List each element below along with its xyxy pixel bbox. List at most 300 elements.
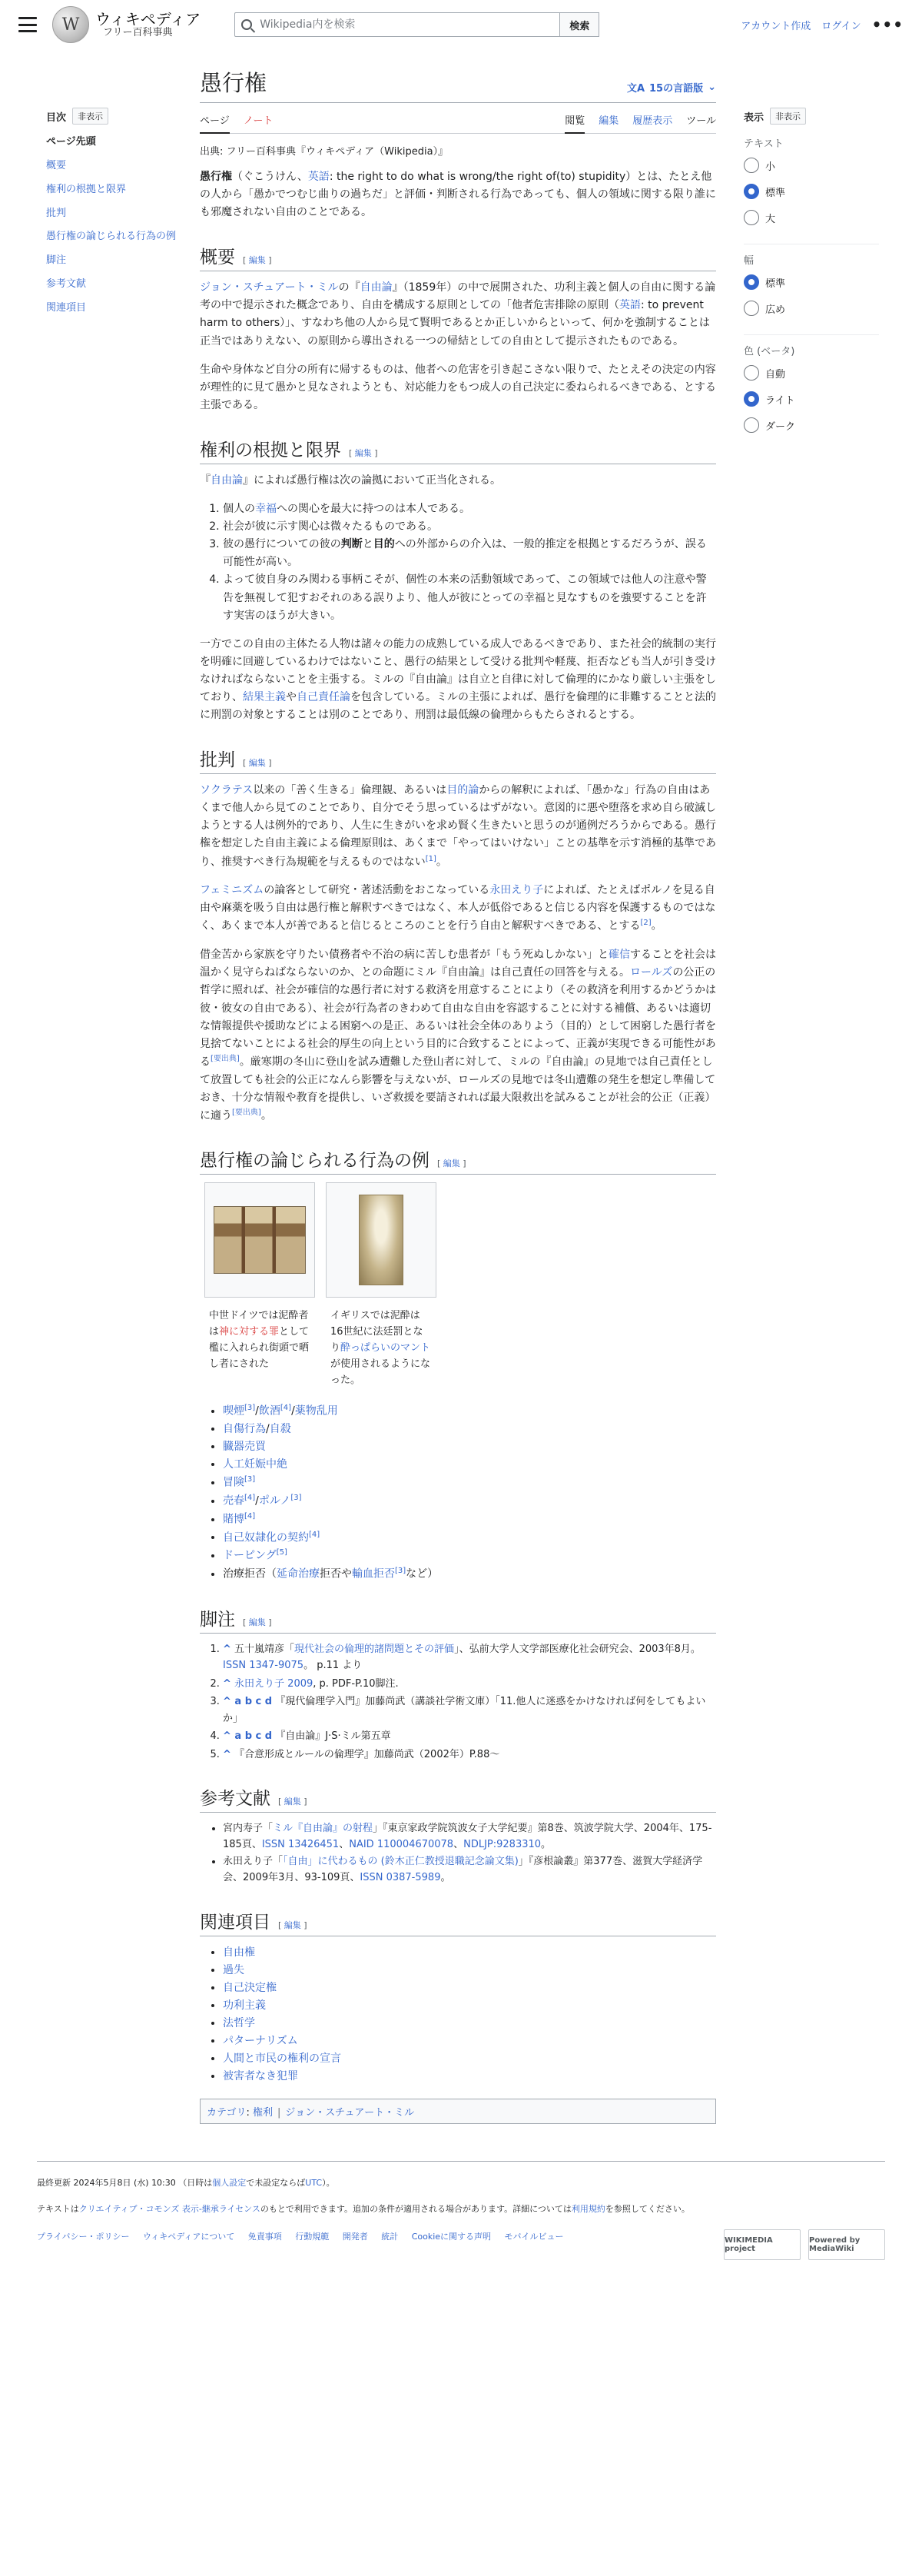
link[interactable]: 確信 [609, 949, 630, 962]
text: / [291, 1405, 295, 1418]
naid-link[interactable]: NAID 110004670078 [349, 1839, 454, 1851]
appearance-title: 表示 [744, 111, 764, 124]
toc-link[interactable]: 権利の根拠と限界 [46, 183, 127, 195]
reference-link[interactable]: [3] [395, 1567, 406, 1576]
radio-button[interactable] [744, 365, 759, 381]
toc-item-critique[interactable] [46, 207, 181, 221]
radio-label: 標準 [765, 187, 786, 199]
reference-link[interactable]: [3] [244, 1404, 256, 1413]
reference-link[interactable]: [3] [244, 1475, 256, 1484]
text: / [255, 1405, 259, 1418]
more-options-icon[interactable]: ••• [871, 15, 904, 34]
list-item [223, 1997, 716, 2015]
text: のもとで利用できます。追加の条件が適用される場合があります。詳細については [260, 2204, 572, 2215]
radio-button[interactable] [744, 301, 759, 316]
utc-link[interactable]: UTC [305, 2177, 323, 2188]
tab-read[interactable]: 閲覧 [565, 109, 585, 134]
reference-link[interactable]: [1] [425, 854, 436, 863]
link[interactable]: 人間と市民の権利の宣言 [223, 2052, 341, 2066]
gallery-caption [204, 1308, 315, 1372]
toc-header [46, 108, 181, 125]
critique-paragraph-1 [200, 782, 716, 871]
logo-subtitle: フリー百科事典 [103, 26, 173, 38]
link[interactable]: 冒険 [223, 1477, 244, 1490]
reference-link[interactable]: [3] [290, 1494, 302, 1503]
edit-section: [ 編集 ] [278, 1920, 307, 1930]
search-button[interactable]: 検索 [560, 12, 599, 37]
link[interactable]: 売春 [223, 1494, 244, 1507]
link[interactable]: ソクラテス [200, 784, 254, 797]
text: で未設定ならば [246, 2177, 306, 2188]
edit-link[interactable]: 編集 [443, 1158, 460, 1169]
footnote [223, 1747, 716, 1763]
basis-intro [200, 472, 716, 490]
list-item [223, 1944, 716, 1962]
heading-text: 関連項目 [200, 1912, 270, 1932]
preferences-link[interactable]: 個人設定 [212, 2177, 247, 2188]
list-item [223, 1962, 716, 1979]
heading-critique [200, 746, 716, 774]
text: 」、弘前大学人文学部医療化社会研究会、2003年8月。 [454, 1643, 701, 1655]
text: を包含している。ミルの主張によれば、愚行を倫理的に非難することと法的に刑罰の対象とすることは別のことであり、刑罰は最低線の倫理からもたらされるとする。 [200, 690, 716, 722]
external-link[interactable]: 現代社会の倫理的諸問題とその評価 [294, 1643, 455, 1655]
examples-list [200, 1402, 716, 1584]
text: が使用されるようになった。 [330, 1358, 431, 1386]
text: や [286, 690, 297, 703]
citation-needed[interactable]: [要出典] [232, 1108, 261, 1117]
radio-text-small[interactable] [744, 158, 879, 173]
text: 永田えり子「 [223, 1855, 284, 1867]
tab-edit[interactable]: 編集 [599, 115, 619, 127]
text: の公正の哲学に照れば、社会が確信的な愚行者に対する救済を用意することにより（その救済を利用するかどうかは彼・彼女の自由である）、社会が行為者のきわめて自由な自由を容認することに対する補償、あるいは適切な情報提供や援助などによる困窮への是正、あるいは社会全体のありよう（目的）として困窮した愚行者を見捨てないことによる社会的厚生の向上という目的に合致することによって、正義が実現できる可能性がある [200, 966, 716, 1069]
citation-needed[interactable]: [要出典] [211, 1054, 240, 1063]
reference-item [223, 1853, 716, 1886]
toc-item-top[interactable]: ページ先頭 [46, 136, 96, 148]
tab-history[interactable]: 履歴表示 [632, 115, 673, 127]
edit-link[interactable]: 編集 [248, 758, 266, 769]
toc-item-related[interactable] [46, 301, 181, 316]
radio-button[interactable] [744, 274, 759, 290]
reference-link[interactable]: [4] [309, 1530, 320, 1539]
backlink[interactable]: ^ [223, 1643, 231, 1655]
link[interactable]: フェミニズム [200, 884, 264, 897]
text: 」『彦根論叢』第377巻、滋賀大学経済学会、2009年3月、93-109頁、 [223, 1855, 703, 1884]
text: の論客として研究・著述活動をおこなっている [264, 884, 490, 897]
radio-color-light[interactable] [744, 391, 879, 407]
text: ）。 [322, 2177, 335, 2188]
tab-spacer [287, 109, 551, 133]
issn-link[interactable]: ISSN 1347-9075 [223, 1660, 304, 1672]
page-title: 愚行権 [200, 71, 267, 96]
text: 。 [651, 920, 662, 933]
list-item [223, 1474, 716, 1492]
text: 治療拒否（ [223, 1567, 277, 1581]
list-item: 2. 社会が彼に示す関心は微々たるものである。 [223, 518, 716, 536]
text: : [246, 2106, 250, 2119]
link[interactable]: 永田えり子 [489, 884, 544, 897]
ndljp-link[interactable]: NDLJP:9283310 [463, 1839, 542, 1851]
critique-paragraph-3 [200, 946, 716, 1125]
overview-paragraph-1 [200, 279, 716, 350]
link[interactable]: 結果主義 [243, 690, 286, 703]
heading-basis [200, 436, 716, 464]
radio-label: 広め [765, 304, 786, 316]
text: 。 p.11 より [303, 1660, 363, 1672]
tab-tools[interactable]: ツール [686, 115, 716, 127]
radio-button[interactable] [744, 210, 759, 225]
link[interactable]: 目的論 [446, 784, 479, 797]
text: 拒否や [320, 1567, 352, 1581]
radio-button[interactable] [744, 184, 759, 199]
footer-link[interactable]: プライバシー・ポリシー [37, 2231, 130, 2242]
link[interactable]: 自由権 [223, 1946, 255, 1959]
radio-text-large[interactable] [744, 210, 879, 225]
link[interactable]: 自由論 [360, 281, 393, 294]
text: 」『東京家政学院筑波女子大学紀要』第8巻、筑波学院大学、2004年、175-185頁、 [223, 1823, 712, 1851]
link[interactable]: ポルノ [258, 1494, 291, 1507]
page-tabs [200, 109, 716, 134]
text: 。 [436, 856, 447, 869]
toc-item-overview[interactable] [46, 159, 181, 174]
link[interactable]: 功利主義 [223, 1999, 266, 2013]
category-link[interactable]: 権利 [253, 2106, 274, 2119]
list-item [223, 536, 716, 571]
text: など） [406, 1567, 439, 1581]
toc-item-basis[interactable] [46, 183, 181, 198]
text: / [266, 1423, 270, 1436]
link[interactable]: 臓器売買 [223, 1441, 266, 1454]
footer-badges [724, 2229, 885, 2260]
edit-section: [ 編集 ] [437, 1158, 466, 1169]
toc-item-references[interactable] [46, 278, 181, 292]
toc-item-examples[interactable] [46, 230, 181, 244]
radio-color-auto[interactable] [744, 365, 879, 381]
footer-link[interactable]: モバイルビュー [504, 2231, 564, 2242]
radio-label: 大 [765, 213, 776, 225]
footer-link[interactable]: 行動規範 [295, 2231, 330, 2242]
site-logo[interactable] [95, 9, 201, 38]
appearance-header [744, 108, 879, 125]
bold: 目的 [373, 538, 395, 551]
toc-link[interactable]: 関連項目 [46, 301, 87, 314]
link[interactable]: 自己責任論 [297, 690, 350, 703]
footer-link[interactable]: ウィキペディアについて [142, 2231, 235, 2242]
text: の『 [338, 281, 360, 294]
reference-link[interactable]: [4] [280, 1404, 292, 1413]
text: への関心を最大に持つのは本人である。 [277, 503, 470, 516]
footnote [223, 1728, 716, 1744]
link[interactable]: 被害者なき犯罪 [223, 2070, 298, 2083]
list-item [223, 1529, 716, 1547]
group-title: テキスト [744, 138, 784, 150]
wikipedia-globe-logo[interactable]: W [52, 6, 89, 43]
radio-label: ダーク [765, 420, 796, 433]
footnote [223, 1641, 716, 1674]
toc-link[interactable]: 参考文献 [46, 278, 87, 291]
text: , p. PDF-P.10脚注. [313, 1677, 399, 1690]
login-link[interactable]: ログイン [821, 20, 861, 32]
text: 、 [339, 1839, 350, 1851]
toc-title: 目次 [46, 111, 67, 124]
bold-term: 愚行権 [200, 171, 232, 183]
edit-section: [ 編集 ] [243, 758, 272, 769]
text: への外部からの介入は、一般的推定を根拠とするだろうが、誤る可能性が高い。 [223, 538, 707, 569]
backlink[interactable]: ^ a b c d [223, 1696, 273, 1708]
text: : the right to do what is wrong/the right of(to) stupidity）とは、たとえ他の人から「愚かでつむじ曲りの過ちだ」と評価・判断される行為であっても、個人の領域に関する限り誰にも邪魔されない自由のことである。 [200, 171, 716, 219]
text: を参照してください。 [605, 2204, 690, 2215]
toc-link[interactable]: 愚行権の論じられる行為の例 [46, 231, 177, 243]
toc-hide-button[interactable]: 非表示 [72, 108, 108, 125]
heading-overview [200, 243, 716, 271]
heading-related [200, 1908, 716, 1936]
link[interactable]: 自傷行為 [223, 1423, 266, 1436]
list-item: 4. よって彼自身のみ関わる事柄こそが、個性の本来の活動領域であって、この領域では他人の注意や警告を無視して犯すおそれのある誤りより、他人が彼にとっての幸福と見なすものを強要することを許す実害のほうが大きい。 [223, 571, 716, 624]
radio-button[interactable] [744, 417, 759, 433]
text: : to prevent harm to others）」、すなわち他の人から見て賢明であるとか正しいからといって、何かを強制することは正当ではありえない、の原則から導出される一つの帰結としての自由として提示されたものである。 [200, 299, 710, 347]
pillory-image[interactable] [214, 1206, 306, 1274]
list-item [223, 1421, 716, 1438]
mediawiki-badge[interactable]: Powered by MediaWiki [808, 2229, 885, 2260]
reference-link[interactable]: [4] [244, 1494, 256, 1503]
language-count: 15の言語版 [649, 83, 704, 95]
link[interactable]: 幸福 [255, 503, 277, 516]
text-size-group [744, 135, 879, 225]
list-item [223, 1547, 716, 1565]
related-list [200, 1944, 716, 2086]
heading-text: 批判 [200, 750, 235, 770]
edit-section: [ 編集 ] [243, 255, 272, 266]
list-item [223, 1456, 716, 1474]
category-link[interactable]: ジョン・スチュアート・ミル [285, 2106, 415, 2119]
footer-link[interactable]: Cookieに関する声明 [411, 2231, 492, 2242]
footer-link[interactable]: 統計 [381, 2231, 399, 2242]
radio-button[interactable] [744, 391, 759, 407]
link[interactable]: 法哲学 [223, 2017, 255, 2030]
radio-button[interactable] [744, 158, 759, 173]
basis-list [200, 500, 716, 625]
appearance-hide-button[interactable]: 非表示 [770, 108, 806, 125]
color-group [744, 334, 879, 433]
toc-list [46, 135, 181, 316]
text: 』（1859年）の中で展開された、功利主義と個人の自由に関する論考の中で提示された概念であり、自由を構成する原則としての「他者危害排除の原則（ [200, 281, 716, 312]
heading-text: 権利の根拠と限界 [200, 440, 341, 460]
table-of-contents [46, 49, 181, 2124]
divider: | [277, 2106, 281, 2119]
list-item [223, 1492, 716, 1511]
text: 『自由論』J·S·ミル第五章 [272, 1730, 391, 1743]
link[interactable]: 酔っぱらいのマント [340, 1342, 431, 1354]
chevron-down-icon: ⌄ [708, 81, 716, 93]
text: テキストは [37, 2204, 79, 2215]
link[interactable]: 神に対する罪 [219, 1326, 280, 1338]
toc-link[interactable]: 概要 [46, 159, 67, 171]
text: からの解釈によれば、「愚かな」行為の自由はあくまで他人から見てのことであり、自分でそう思っているはずがない。意図的に悪や堕落を求め自ら破滅しようとする人は例外的であり、人生に生きがいを求め賢く生きたいと思うのが通例だろうからである。愚行権を想定した自由主義による倫理原則は、あくまで「やってはいけない」ことの基準を示す消極的基準であり、推奨すべき行為規範を与えるものではない [200, 784, 716, 869]
list-item [223, 2050, 716, 2068]
backlink[interactable]: ^ [223, 1677, 231, 1690]
link[interactable]: ドーピング [223, 1550, 277, 1563]
text: として檻に入れられ街頭で晒し者にされた [209, 1326, 310, 1370]
width-group [744, 244, 879, 316]
intro-paragraph [200, 168, 716, 221]
search-input[interactable] [258, 18, 550, 32]
text: 彼の愚行についての彼の [223, 538, 341, 551]
text: 借金苦から家族を守りたい債務者や不治の病に苦しむ患者が「もう死ぬしかない」と [200, 949, 609, 962]
group-title: 色 (ベータ) [744, 346, 795, 357]
link[interactable]: 永田えり子 2009 [230, 1677, 313, 1690]
tab-talk[interactable]: ノート [243, 115, 274, 127]
license-link[interactable]: クリエイティブ・コモンズ 表示-継承ライセンス [78, 2204, 260, 2215]
edit-section: [ 編集 ] [278, 1797, 307, 1807]
list-item [223, 2068, 716, 2086]
text: 。 [541, 1839, 552, 1851]
text: 一方でこの自由の主体たる人物は諸々の能力の成熟している成人であるべきであり、また社会的統制の実行を明確に回避しているわけではないこと、愚行の結果として受ける批判や軽蔑、拒否なども当人が引き受けなければならないことを主張する。ミルの『自由論』は自立と自律に対して倫理的にかなり厳しい主張をしており、 [200, 637, 716, 703]
toc-link[interactable]: 批判 [46, 207, 67, 219]
categories-link[interactable]: カテゴリ [207, 2106, 247, 2119]
main-content [200, 49, 716, 2124]
text: 』によれば愚行権は次の論拠において正当化される。 [243, 474, 501, 487]
heading-text: 脚注 [200, 1609, 235, 1629]
terms-link[interactable]: 利用規約 [571, 2204, 605, 2215]
radio-width-wide[interactable] [744, 301, 879, 316]
backlink[interactable]: ^ a b c d [223, 1730, 273, 1743]
text: 『 [200, 474, 211, 487]
heading-text: 参考文献 [200, 1789, 270, 1809]
footnote [223, 1676, 716, 1692]
gallery-caption [326, 1308, 436, 1388]
text: 宮内寿子「 [223, 1823, 274, 1835]
list-item [223, 1402, 716, 1421]
group-title: 幅 [744, 255, 755, 267]
text: することを社会は温かく見守らねばならないのか、との命題にミル『自由論』は自己責任の回答を与える。 [200, 949, 716, 979]
reference-item [223, 1820, 716, 1853]
link[interactable]: 自己決定権 [223, 1981, 277, 1994]
list-item [223, 1511, 716, 1529]
external-link[interactable]: ミル『自由論』の射程 [273, 1823, 373, 1835]
basis-paragraph [200, 636, 716, 724]
edit-link[interactable]: 編集 [248, 255, 266, 266]
main-menu-icon[interactable] [18, 17, 37, 32]
link[interactable]: パターナリズム [223, 2035, 298, 2048]
link[interactable]: 人工妊娠中絶 [223, 1458, 287, 1471]
list-item [223, 2033, 716, 2050]
radio-text-standard[interactable] [744, 184, 879, 199]
category-box [200, 2099, 716, 2124]
link[interactable]: 延命治療 [277, 1567, 320, 1581]
toc-item-notes[interactable] [46, 254, 181, 268]
footer-link[interactable]: 免責事項 [247, 2231, 282, 2242]
search-icon [241, 19, 252, 30]
license-text [37, 2203, 885, 2216]
logo-title: ウィキペディア [95, 9, 201, 28]
text: 以来の「善く生きる」倫理観、あるいは [253, 784, 447, 797]
text: 、 [453, 1839, 464, 1851]
gallery-image-frame[interactable] [326, 1182, 436, 1298]
footnotes-list [200, 1641, 716, 1763]
link[interactable]: 喫煙 [223, 1405, 244, 1418]
reference-link[interactable]: [5] [276, 1548, 287, 1557]
search-form [234, 12, 599, 37]
tab-page[interactable]: ページ [200, 109, 230, 134]
link[interactable]: 賭博 [223, 1513, 244, 1526]
title-row [200, 66, 716, 103]
backlink[interactable]: ^ [223, 1748, 231, 1760]
issn-link[interactable]: ISSN 13426451 [261, 1839, 340, 1851]
link[interactable]: 過失 [223, 1963, 244, 1976]
link[interactable]: 英語 [619, 299, 641, 312]
issn-link[interactable]: ISSN 0387-5989 [360, 1872, 441, 1884]
wikimedia-badge[interactable]: WIKIMEDIA project [724, 2229, 801, 2260]
appearance-panel [744, 49, 879, 2124]
gallery-item [326, 1182, 436, 1388]
user-links [741, 15, 904, 34]
text: 最終更新 2024年5月8日 (水) 10:30 （日時は [37, 2177, 213, 2188]
text: 。 [440, 1872, 451, 1884]
link[interactable]: 自由論 [211, 474, 243, 487]
gallery-image-frame[interactable] [204, 1182, 315, 1298]
heading-text: 愚行権の論じられる行為の例 [200, 1151, 429, 1171]
edit-link[interactable]: 編集 [248, 1617, 266, 1627]
edit-link[interactable]: 編集 [284, 1797, 301, 1807]
critique-paragraph-2 [200, 882, 716, 936]
edit-section: [ 編集 ] [243, 1617, 272, 1627]
link[interactable]: 飲酒 [258, 1405, 280, 1418]
language-button[interactable] [627, 80, 716, 98]
list-item [223, 2015, 716, 2033]
reference-link[interactable]: [2] [640, 919, 652, 928]
edit-link[interactable]: 編集 [354, 447, 372, 458]
references-list [200, 1820, 716, 1886]
gallery-item [204, 1182, 315, 1388]
radio-color-dark[interactable] [744, 417, 879, 433]
footer-link[interactable]: 開発者 [342, 2231, 368, 2242]
text: 中世ドイツでは泥酔者は [209, 1310, 309, 1338]
radio-label: 標準 [765, 278, 786, 290]
site-header [0, 0, 922, 49]
link[interactable]: 薬物乱用 [294, 1405, 338, 1418]
external-link[interactable]: 「自由」に代わるもの (鈴木正仁教授退職記念論文集) [283, 1855, 519, 1867]
text: 『現代倫理学入門』加藤尚武（講談社学術文庫）「11.他人に迷惑をかけなければ何をしてもよいか」 [223, 1696, 706, 1724]
text: イギリスでは泥酔は16世紀に法廷罰となり [330, 1310, 423, 1354]
text: 五十嵐靖彦「 [230, 1643, 295, 1655]
text: 『合意形成とルールの倫理学』加藤尚武（2002年）P.88〜 [230, 1748, 500, 1760]
text: （ぐこうけん、 [232, 171, 308, 183]
source-line: 出典: フリー百科事典『ウィキペディア（Wikipedia）』 [200, 146, 449, 158]
link[interactable]: ロールズ [630, 966, 673, 979]
link-english[interactable]: 英語 [307, 171, 330, 183]
translate-icon: 文A [626, 83, 645, 95]
list-item [223, 500, 716, 518]
create-account-link[interactable]: アカウント作成 [741, 20, 811, 32]
drunkards-cloak-image[interactable] [359, 1195, 403, 1285]
text: / [255, 1494, 259, 1507]
list-item [223, 1979, 716, 1997]
text: によれば、たとえばポルノを見る自由や麻薬を吸う自由は愚行権と解釈すべきではなく、本人が低俗であると信じる内容を保護するものではなく、あくまで本人が善であると信じるところのことを行う自由と解釈すべきである、とする [200, 884, 716, 933]
reference-link[interactable]: [4] [244, 1511, 256, 1521]
list-item [223, 1438, 716, 1456]
link[interactable]: 自己奴隷化の契約 [223, 1531, 309, 1544]
page-footer [37, 2161, 885, 2273]
heading-references [200, 1784, 716, 1813]
link[interactable]: 輸血拒否 [352, 1567, 395, 1581]
radio-width-standard[interactable] [744, 274, 879, 290]
radio-label: ライト [765, 394, 795, 407]
heading-text: 概要 [200, 248, 235, 268]
link[interactable]: 自殺 [269, 1423, 291, 1436]
link[interactable]: ジョン・スチュアート・ミル [200, 281, 339, 294]
edit-link[interactable]: 編集 [284, 1920, 301, 1930]
overview-paragraph-2: 生命や身体など自分の所有に帰するものは、他者への危害を引き起こさない限りで、たとえその決定の内容が理性的に見て愚かと見なされようとも、対応能力をもつ成人の自己決定に委ねられるべきである、とする主張である。 [200, 363, 716, 411]
toc-link[interactable]: 脚注 [46, 254, 67, 267]
